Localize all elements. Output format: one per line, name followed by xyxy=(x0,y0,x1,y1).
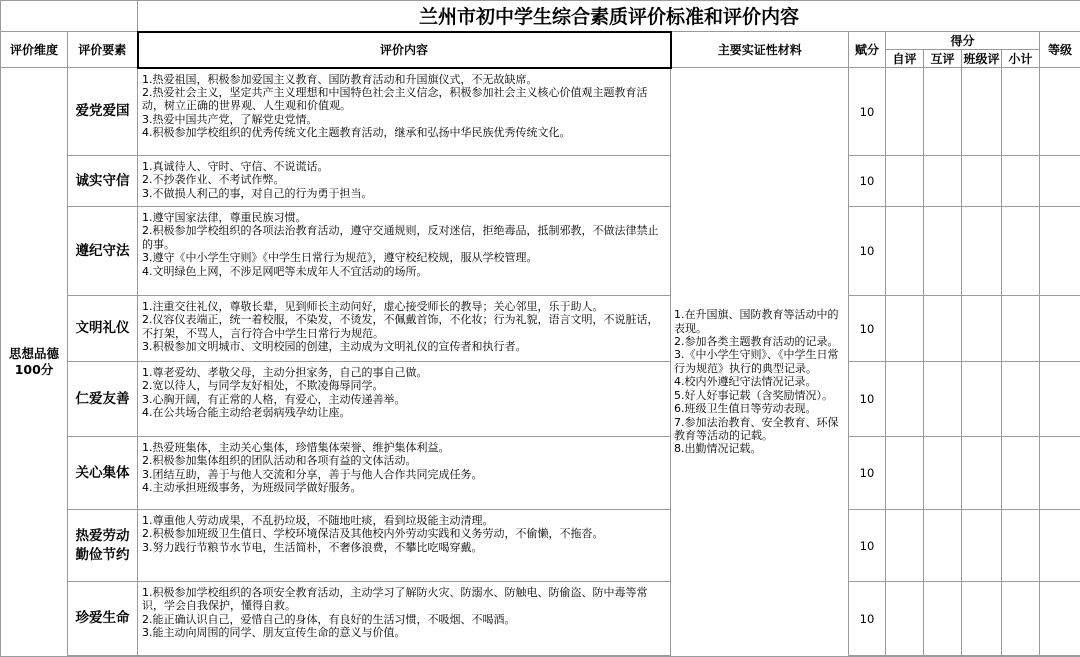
element-label: 仁爱友善 xyxy=(76,391,130,407)
content-cell xyxy=(138,68,671,156)
subtotal-cell[interactable] xyxy=(1002,510,1040,582)
material-item: 8.出勤情况记载。 xyxy=(674,442,845,455)
points-cell: 10 xyxy=(849,582,886,656)
content-item: 3.积极参加文明城市、文明校园的创建，主动成为文明礼仪的宣传者和执行者。 xyxy=(142,340,667,353)
partial-cell xyxy=(1040,656,1080,657)
header-material: 主要实证性材料 xyxy=(671,32,849,68)
content-item: 2.积极参加学校组织的各项法治教育活动，遵守交通规则，反对迷信，拒绝毒品，抵制邪教，不做法律禁止的事。 xyxy=(142,224,667,251)
points-cell: 10 xyxy=(849,296,886,362)
self-score-cell[interactable] xyxy=(886,156,924,207)
element-cell xyxy=(68,582,138,656)
content-item: 2.宽以待人，与同学友好相处，不欺凌侮辱同学。 xyxy=(142,379,667,392)
grade-cell[interactable] xyxy=(1040,156,1080,207)
element-label: 关心集体 xyxy=(76,465,130,481)
peer-score-cell[interactable] xyxy=(924,510,962,582)
points-cell: 10 xyxy=(849,437,886,510)
content-item: 3.努力践行节粮节水节电，生活简朴，不奢侈浪费，不攀比吃喝穿戴。 xyxy=(142,541,667,554)
header-class: 班级评 xyxy=(962,50,1002,68)
content-item: 1.尊老爱幼、孝敬父母，主动分担家务，自己的事自己做。 xyxy=(142,366,667,379)
dimension-name: 思想品德 xyxy=(1,346,67,362)
content-item: 1.尊重他人劳动成果，不乱扔垃圾，不随地吐痰，看到垃圾能主动清理。 xyxy=(142,514,667,527)
table-row xyxy=(1,582,1080,656)
content-item: 1.遵守国家法律，尊重民族习惯。 xyxy=(142,211,667,224)
content-item: 3.不做损人利己的事，对自己的行为勇于担当。 xyxy=(142,187,667,200)
subtotal-cell[interactable] xyxy=(1002,68,1040,156)
header-grade: 等级 xyxy=(1040,32,1080,68)
header-points: 赋分 xyxy=(849,32,886,68)
class-score-cell[interactable] xyxy=(962,437,1002,510)
element-label: 文明礼仪 xyxy=(76,320,130,336)
element-label: 诚实守信 xyxy=(76,173,130,189)
table-row-partial xyxy=(1,656,1080,657)
self-score-cell[interactable] xyxy=(886,510,924,582)
self-score-cell[interactable] xyxy=(886,362,924,437)
header-content: 评价内容 xyxy=(138,32,671,68)
header-subtotal: 小计 xyxy=(1002,50,1040,68)
table-row xyxy=(1,156,1080,207)
content-item: 4.积极参加学校组织的优秀传统文化主题教育活动，继承和弘扬中华民族优秀传统文化。 xyxy=(142,126,667,139)
content-item: 2.热爱社会主义，坚定共产主义理想和中国特色社会主义信念，积极参加社会主义核心价值观主题教育活动，树立正确的世界观、人生观和价值观。 xyxy=(142,86,667,113)
self-score-cell[interactable] xyxy=(886,68,924,156)
content-item: 1.注重交往礼仪，尊敬长辈，见到师长主动问好，虚心接受师长的教导；关心邻里，乐于助人。 xyxy=(142,300,667,313)
grade-cell[interactable] xyxy=(1040,362,1080,437)
peer-score-cell[interactable] xyxy=(924,156,962,207)
points-cell: 10 xyxy=(849,156,886,207)
partial-cell xyxy=(849,656,886,657)
content-cell xyxy=(138,510,671,582)
content-item: 3.热爱中国共产党，了解党史党情。 xyxy=(142,113,667,126)
material-item: 7.参加法治教育、安全教育、环保教育等活动的记载。 xyxy=(674,416,845,443)
partial-cell xyxy=(924,656,962,657)
content-item: 2.积极参加集体组织的团队活动和各项有益的文体活动。 xyxy=(142,454,667,467)
content-item: 3.能主动向周围的同学、朋友宣传生命的意义与价值。 xyxy=(142,626,667,639)
header-peer: 互评 xyxy=(924,50,962,68)
table-row xyxy=(1,362,1080,437)
content-cell xyxy=(138,207,671,296)
grade-cell[interactable] xyxy=(1040,510,1080,582)
content-item: 2.积极参加班级卫生值日、学校环境保洁及其他校内外劳动实践和义务劳动，不偷懒，不拖沓。 xyxy=(142,527,667,540)
content-item: 2.不抄袭作业、不考试作弊。 xyxy=(142,173,667,186)
element-label-line: 勤俭节约 xyxy=(68,546,137,565)
element-label: 遵纪守法 xyxy=(76,243,130,259)
material-item: 3.《中小学生守则》、《中学生日常行为规范》执行的典型记录。 xyxy=(674,348,845,375)
material-item: 4.校内外遵纪守法情况记录。 xyxy=(674,375,845,388)
material-cell xyxy=(671,68,849,657)
material-item: 1.在升国旗、国防教育等活动中的表现。 xyxy=(674,308,845,335)
element-cell xyxy=(68,207,138,296)
header-self: 自评 xyxy=(886,50,924,68)
dimension-cell xyxy=(1,68,68,657)
page-title: 兰州市初中学生综合素质评价标准和评价内容 xyxy=(138,1,1080,32)
content-item: 2.能正确认识自己，爱惜自己的身体，有良好的生活习惯，不吸烟、不喝酒。 xyxy=(142,613,667,626)
class-score-cell[interactable] xyxy=(962,207,1002,296)
content-cell xyxy=(138,362,671,437)
title-spacer xyxy=(1,1,138,32)
material-item: 5.好人好事记载（含奖励情况）。 xyxy=(674,389,845,402)
table-row xyxy=(1,68,1080,156)
peer-score-cell[interactable] xyxy=(924,362,962,437)
points-cell: 10 xyxy=(849,362,886,437)
table-row xyxy=(1,207,1080,296)
element-cell xyxy=(68,68,138,156)
element-cell xyxy=(68,156,138,207)
header-element: 评价要素 xyxy=(68,32,138,68)
content-item: 2.仪容仪表端正，统一着校服，不染发，不烫发，不佩戴首饰，不化妆；行为礼貌，语言文明，不说脏话，不打架，不骂人，言行符合中学生日常行为规范。 xyxy=(142,313,667,340)
element-label-line: 热爱劳动 xyxy=(68,527,137,546)
class-score-cell[interactable] xyxy=(962,156,1002,207)
content-cell xyxy=(138,582,671,656)
self-score-cell[interactable] xyxy=(886,582,924,656)
partial-cell xyxy=(68,656,138,657)
peer-score-cell[interactable] xyxy=(924,207,962,296)
content-item: 1.热爱祖国，积极参加爱国主义教育、国防教育活动和升国旗仪式，不无故缺席。 xyxy=(142,73,667,86)
subtotal-cell[interactable] xyxy=(1002,156,1040,207)
partial-cell xyxy=(138,656,671,657)
element-cell xyxy=(68,437,138,510)
header-dimension: 评价维度 xyxy=(1,32,68,68)
content-item: 4.主动承担班级事务，为班级同学做好服务。 xyxy=(142,481,667,494)
content-cell xyxy=(138,437,671,510)
element-cell xyxy=(68,510,138,582)
material-item: 6.班级卫生值日等劳动表现。 xyxy=(674,402,845,415)
partial-cell xyxy=(886,656,924,657)
class-score-cell[interactable] xyxy=(962,582,1002,656)
subtotal-cell[interactable] xyxy=(1002,207,1040,296)
table-row xyxy=(1,510,1080,582)
grade-cell[interactable] xyxy=(1040,296,1080,362)
content-item: 3.遵守《中小学生守则》《中学生日常行为规范》，遵守校纪校规，服从学校管理。 xyxy=(142,251,667,264)
header-score: 得分 xyxy=(886,32,1040,50)
class-score-cell[interactable] xyxy=(962,68,1002,156)
element-cell xyxy=(68,296,138,362)
dimension-points: 100分 xyxy=(1,362,67,378)
content-item: 3.心胸开阔，有正常的人格，有爱心，主动传递善举。 xyxy=(142,393,667,406)
table-row xyxy=(1,437,1080,510)
grade-cell[interactable] xyxy=(1040,437,1080,510)
content-item: 4.文明绿色上网，不涉足网吧等未成年人不宜活动的场所。 xyxy=(142,265,667,278)
content-item: 3.团结互助，善于与他人交流和分享，善于与他人合作共同完成任务。 xyxy=(142,468,667,481)
subtotal-cell[interactable] xyxy=(1002,362,1040,437)
content-item: 1.热爱班集体，主动关心集体，珍惜集体荣誉、维护集体利益。 xyxy=(142,441,667,454)
points-cell: 10 xyxy=(849,510,886,582)
content-cell xyxy=(138,296,671,362)
self-score-cell[interactable] xyxy=(886,207,924,296)
element-label: 珍爱生命 xyxy=(76,610,130,626)
class-score-cell[interactable] xyxy=(962,362,1002,437)
content-item: 4.在公共场合能主动给老弱病残孕幼让座。 xyxy=(142,406,667,419)
partial-cell xyxy=(1002,656,1040,657)
grade-cell[interactable] xyxy=(1040,207,1080,296)
grade-cell[interactable] xyxy=(1040,582,1080,656)
material-item: 2.参加各类主题教育活动的记录。 xyxy=(674,335,845,348)
element-cell xyxy=(68,362,138,437)
class-score-cell[interactable] xyxy=(962,296,1002,362)
peer-score-cell[interactable] xyxy=(924,582,962,656)
partial-cell xyxy=(962,656,1002,657)
peer-score-cell[interactable] xyxy=(924,68,962,156)
content-item: 1.积极参加学校组织的各项安全教育活动，主动学习了解防火灾、防溺水、防触电、防偷盗、防中毒等常识，学会自我保护，懂得自救。 xyxy=(142,586,667,613)
grade-cell[interactable] xyxy=(1040,68,1080,156)
points-cell: 10 xyxy=(849,207,886,296)
points-cell: 10 xyxy=(849,68,886,156)
peer-score-cell[interactable] xyxy=(924,296,962,362)
class-score-cell[interactable] xyxy=(962,510,1002,582)
subtotal-cell[interactable] xyxy=(1002,437,1040,510)
element-label: 爱党爱国 xyxy=(76,103,130,119)
self-score-cell[interactable] xyxy=(886,437,924,510)
peer-score-cell[interactable] xyxy=(924,437,962,510)
content-item: 1.真诚待人、守时、守信、不说谎话。 xyxy=(142,160,667,173)
subtotal-cell[interactable] xyxy=(1002,296,1040,362)
table-row xyxy=(1,296,1080,362)
self-score-cell[interactable] xyxy=(886,296,924,362)
content-cell xyxy=(138,156,671,207)
subtotal-cell[interactable] xyxy=(1002,582,1040,656)
